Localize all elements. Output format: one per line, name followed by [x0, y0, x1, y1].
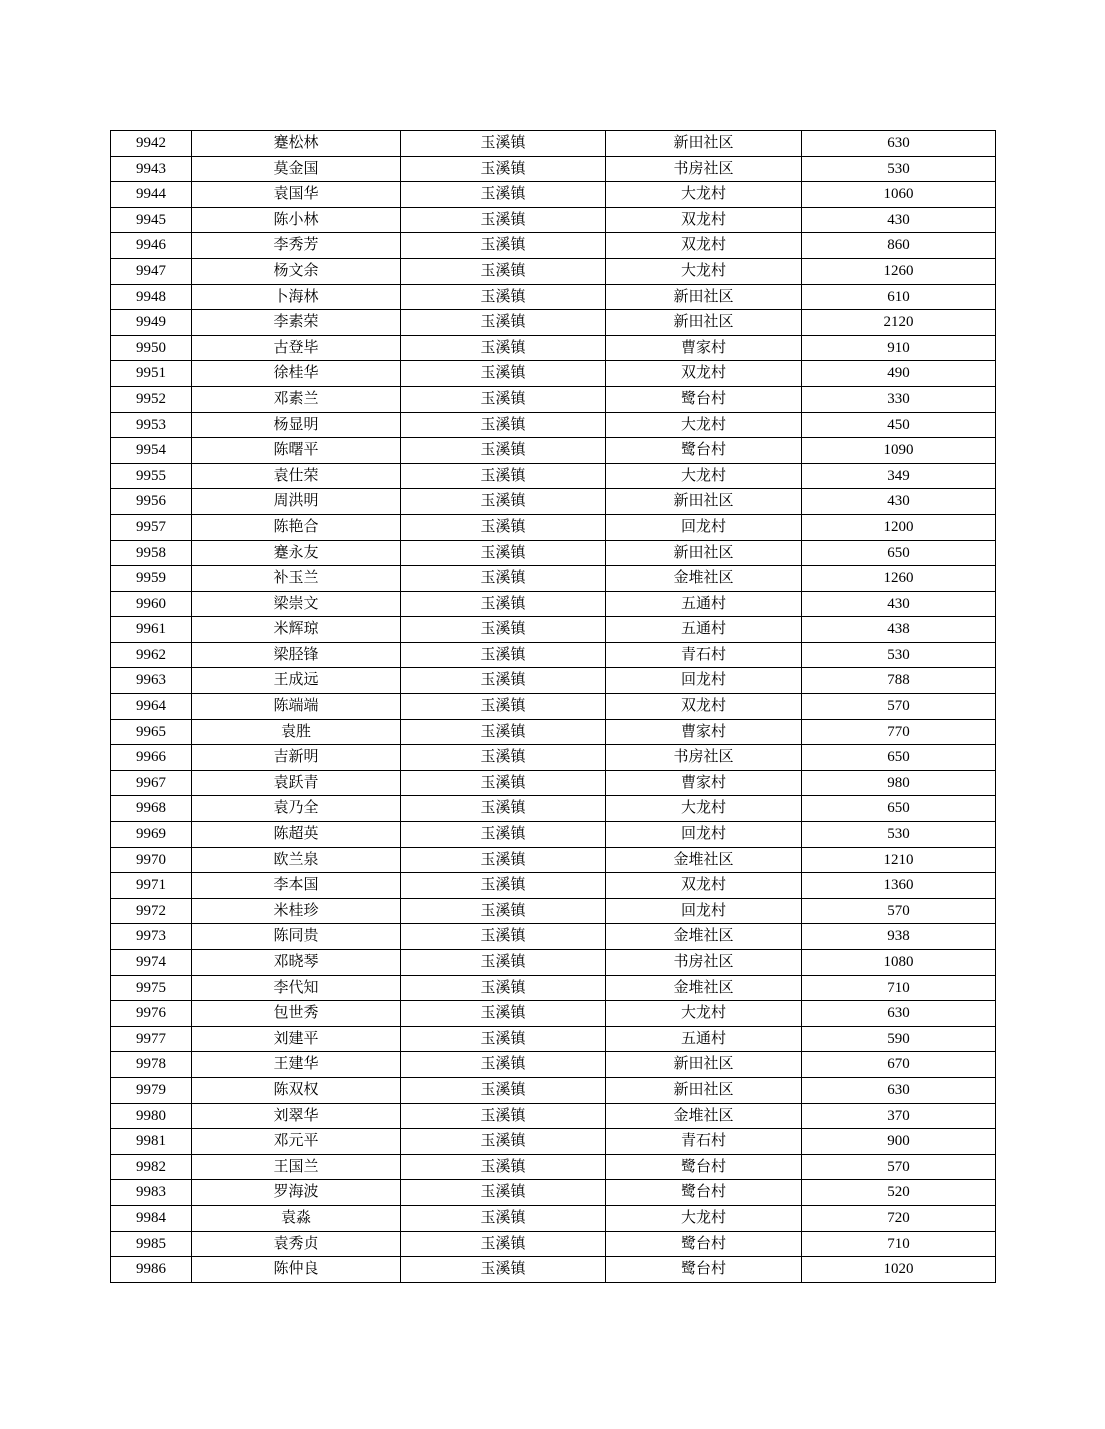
table-row	[111, 1231, 996, 1257]
cell-id: 9981	[111, 1129, 192, 1155]
cell-id: 9979	[111, 1077, 192, 1103]
table-row	[111, 335, 996, 361]
cell-amount: 1210	[802, 847, 996, 873]
cell-id: 9980	[111, 1103, 192, 1129]
cell-amount: 1080	[802, 950, 996, 976]
cell-amount: 980	[802, 770, 996, 796]
cell-name: 袁淼	[192, 1205, 401, 1231]
cell-village: 金堆社区	[606, 847, 802, 873]
cell-id: 9983	[111, 1180, 192, 1206]
table-row	[111, 386, 996, 412]
cell-amount: 1060	[802, 182, 996, 208]
cell-amount: 438	[802, 617, 996, 643]
cell-town: 玉溪镇	[401, 258, 606, 284]
cell-town: 玉溪镇	[401, 1026, 606, 1052]
cell-name: 邓元平	[192, 1129, 401, 1155]
cell-name: 陈端端	[192, 694, 401, 720]
cell-amount: 450	[802, 412, 996, 438]
cell-village: 新田社区	[606, 540, 802, 566]
cell-village: 回龙村	[606, 668, 802, 694]
cell-name: 补玉兰	[192, 566, 401, 592]
cell-name: 陈小林	[192, 207, 401, 233]
cell-town: 玉溪镇	[401, 131, 606, 157]
table-row	[111, 591, 996, 617]
cell-amount: 788	[802, 668, 996, 694]
cell-amount: 670	[802, 1052, 996, 1078]
table-row	[111, 975, 996, 1001]
table-row	[111, 489, 996, 515]
table-row	[111, 924, 996, 950]
cell-name: 徐桂华	[192, 361, 401, 387]
table-row	[111, 898, 996, 924]
cell-amount: 490	[802, 361, 996, 387]
cell-amount: 530	[802, 642, 996, 668]
cell-village: 鹭台村	[606, 1231, 802, 1257]
cell-town: 玉溪镇	[401, 1180, 606, 1206]
cell-id: 9967	[111, 770, 192, 796]
cell-id: 9974	[111, 950, 192, 976]
table-row	[111, 258, 996, 284]
cell-town: 玉溪镇	[401, 873, 606, 899]
cell-id: 9953	[111, 412, 192, 438]
cell-town: 玉溪镇	[401, 796, 606, 822]
cell-town: 玉溪镇	[401, 1001, 606, 1027]
cell-id: 9951	[111, 361, 192, 387]
cell-id: 9960	[111, 591, 192, 617]
cell-village: 书房社区	[606, 745, 802, 771]
cell-amount: 860	[802, 233, 996, 259]
cell-amount: 938	[802, 924, 996, 950]
cell-amount: 590	[802, 1026, 996, 1052]
cell-village: 金堆社区	[606, 975, 802, 1001]
cell-village: 双龙村	[606, 873, 802, 899]
table-row	[111, 284, 996, 310]
cell-town: 玉溪镇	[401, 1129, 606, 1155]
cell-village: 新田社区	[606, 284, 802, 310]
cell-town: 玉溪镇	[401, 335, 606, 361]
cell-name: 梁胫锋	[192, 642, 401, 668]
cell-name: 古登毕	[192, 335, 401, 361]
cell-id: 9950	[111, 335, 192, 361]
cell-village: 新田社区	[606, 1052, 802, 1078]
cell-town: 玉溪镇	[401, 1103, 606, 1129]
table-row	[111, 463, 996, 489]
cell-id: 9971	[111, 873, 192, 899]
cell-id: 9970	[111, 847, 192, 873]
cell-village: 新田社区	[606, 489, 802, 515]
cell-village: 五通村	[606, 617, 802, 643]
cell-amount: 710	[802, 975, 996, 1001]
cell-village: 回龙村	[606, 514, 802, 540]
cell-name: 陈艳合	[192, 514, 401, 540]
cell-id: 9978	[111, 1052, 192, 1078]
table-row	[111, 566, 996, 592]
cell-id: 9968	[111, 796, 192, 822]
cell-amount: 430	[802, 591, 996, 617]
cell-town: 玉溪镇	[401, 566, 606, 592]
cell-id: 9946	[111, 233, 192, 259]
cell-amount: 570	[802, 898, 996, 924]
cell-name: 刘建平	[192, 1026, 401, 1052]
table-row	[111, 873, 996, 899]
cell-town: 玉溪镇	[401, 1205, 606, 1231]
table-row	[111, 950, 996, 976]
table-row	[111, 1001, 996, 1027]
cell-amount: 650	[802, 796, 996, 822]
cell-village: 鹭台村	[606, 1154, 802, 1180]
cell-id: 9976	[111, 1001, 192, 1027]
cell-village: 双龙村	[606, 207, 802, 233]
table-row	[111, 796, 996, 822]
table-row	[111, 131, 996, 157]
cell-town: 玉溪镇	[401, 1052, 606, 1078]
cell-amount: 1090	[802, 438, 996, 464]
cell-town: 玉溪镇	[401, 1257, 606, 1283]
cell-amount: 710	[802, 1231, 996, 1257]
cell-id: 9985	[111, 1231, 192, 1257]
cell-town: 玉溪镇	[401, 284, 606, 310]
cell-village: 大龙村	[606, 463, 802, 489]
cell-village: 大龙村	[606, 1001, 802, 1027]
cell-village: 曹家村	[606, 770, 802, 796]
cell-name: 王建华	[192, 1052, 401, 1078]
cell-village: 鹭台村	[606, 1257, 802, 1283]
cell-amount: 1360	[802, 873, 996, 899]
cell-town: 玉溪镇	[401, 694, 606, 720]
cell-village: 双龙村	[606, 694, 802, 720]
cell-id: 9956	[111, 489, 192, 515]
cell-village: 大龙村	[606, 182, 802, 208]
cell-amount: 630	[802, 1077, 996, 1103]
cell-town: 玉溪镇	[401, 386, 606, 412]
cell-id: 9961	[111, 617, 192, 643]
cell-amount: 2120	[802, 310, 996, 336]
cell-village: 青石村	[606, 642, 802, 668]
cell-town: 玉溪镇	[401, 617, 606, 643]
cell-name: 莫金国	[192, 156, 401, 182]
cell-name: 袁跃青	[192, 770, 401, 796]
cell-amount: 1260	[802, 258, 996, 284]
cell-name: 王国兰	[192, 1154, 401, 1180]
cell-name: 袁胜	[192, 719, 401, 745]
cell-name: 李秀芳	[192, 233, 401, 259]
cell-amount: 630	[802, 1001, 996, 1027]
table-row	[111, 233, 996, 259]
cell-amount: 530	[802, 156, 996, 182]
cell-id: 9949	[111, 310, 192, 336]
cell-name: 陈仲良	[192, 1257, 401, 1283]
table-row	[111, 1077, 996, 1103]
cell-village: 鹭台村	[606, 386, 802, 412]
table-row	[111, 1052, 996, 1078]
cell-id: 9948	[111, 284, 192, 310]
cell-town: 玉溪镇	[401, 770, 606, 796]
cell-name: 陈同贵	[192, 924, 401, 950]
cell-name: 袁秀贞	[192, 1231, 401, 1257]
table-row	[111, 642, 996, 668]
cell-village: 曹家村	[606, 335, 802, 361]
cell-name: 欧兰泉	[192, 847, 401, 873]
cell-id: 9947	[111, 258, 192, 284]
cell-village: 五通村	[606, 1026, 802, 1052]
cell-id: 9972	[111, 898, 192, 924]
table-row	[111, 182, 996, 208]
cell-name: 米辉琼	[192, 617, 401, 643]
cell-name: 蹇松林	[192, 131, 401, 157]
cell-amount: 1260	[802, 566, 996, 592]
cell-town: 玉溪镇	[401, 1231, 606, 1257]
cell-id: 9958	[111, 540, 192, 566]
cell-id: 9962	[111, 642, 192, 668]
cell-village: 鹭台村	[606, 1180, 802, 1206]
cell-name: 王成远	[192, 668, 401, 694]
table-row	[111, 361, 996, 387]
table-row	[111, 1129, 996, 1155]
cell-town: 玉溪镇	[401, 182, 606, 208]
table-row	[111, 310, 996, 336]
cell-amount: 650	[802, 540, 996, 566]
cell-name: 李本国	[192, 873, 401, 899]
cell-village: 五通村	[606, 591, 802, 617]
cell-id: 9986	[111, 1257, 192, 1283]
cell-amount: 349	[802, 463, 996, 489]
cell-amount: 430	[802, 489, 996, 515]
cell-town: 玉溪镇	[401, 514, 606, 540]
cell-amount: 530	[802, 822, 996, 848]
cell-amount: 910	[802, 335, 996, 361]
cell-name: 袁乃全	[192, 796, 401, 822]
cell-village: 金堆社区	[606, 924, 802, 950]
cell-village: 鹭台村	[606, 438, 802, 464]
cell-village: 双龙村	[606, 233, 802, 259]
cell-town: 玉溪镇	[401, 463, 606, 489]
table-row	[111, 207, 996, 233]
cell-village: 大龙村	[606, 1205, 802, 1231]
cell-name: 杨文余	[192, 258, 401, 284]
cell-town: 玉溪镇	[401, 489, 606, 515]
cell-id: 9969	[111, 822, 192, 848]
table-row	[111, 156, 996, 182]
cell-name: 吉新明	[192, 745, 401, 771]
cell-town: 玉溪镇	[401, 898, 606, 924]
cell-id: 9966	[111, 745, 192, 771]
cell-town: 玉溪镇	[401, 438, 606, 464]
cell-town: 玉溪镇	[401, 540, 606, 566]
table-row	[111, 1026, 996, 1052]
cell-id: 9957	[111, 514, 192, 540]
cell-id: 9944	[111, 182, 192, 208]
cell-town: 玉溪镇	[401, 1077, 606, 1103]
cell-id: 9959	[111, 566, 192, 592]
cell-village: 曹家村	[606, 719, 802, 745]
cell-village: 新田社区	[606, 131, 802, 157]
cell-name: 杨显明	[192, 412, 401, 438]
cell-name: 梁崇文	[192, 591, 401, 617]
table-row	[111, 514, 996, 540]
cell-amount: 570	[802, 694, 996, 720]
cell-village: 回龙村	[606, 822, 802, 848]
cell-village: 大龙村	[606, 796, 802, 822]
cell-id: 9945	[111, 207, 192, 233]
cell-amount: 610	[802, 284, 996, 310]
cell-name: 刘翠华	[192, 1103, 401, 1129]
cell-village: 新田社区	[606, 310, 802, 336]
cell-name: 卜海林	[192, 284, 401, 310]
table-row	[111, 847, 996, 873]
cell-village: 大龙村	[606, 258, 802, 284]
cell-village: 书房社区	[606, 950, 802, 976]
cell-town: 玉溪镇	[401, 156, 606, 182]
cell-town: 玉溪镇	[401, 591, 606, 617]
table-row	[111, 745, 996, 771]
table-row	[111, 668, 996, 694]
cell-village: 金堆社区	[606, 1103, 802, 1129]
cell-name: 陈超英	[192, 822, 401, 848]
cell-amount: 1020	[802, 1257, 996, 1283]
table-row	[111, 1257, 996, 1283]
cell-id: 9955	[111, 463, 192, 489]
cell-amount: 630	[802, 131, 996, 157]
cell-town: 玉溪镇	[401, 412, 606, 438]
cell-village: 青石村	[606, 1129, 802, 1155]
cell-id: 9952	[111, 386, 192, 412]
cell-name: 陈双权	[192, 1077, 401, 1103]
cell-name: 米桂珍	[192, 898, 401, 924]
cell-village: 回龙村	[606, 898, 802, 924]
cell-id: 9975	[111, 975, 192, 1001]
cell-town: 玉溪镇	[401, 1154, 606, 1180]
cell-name: 包世秀	[192, 1001, 401, 1027]
cell-name: 蹇永友	[192, 540, 401, 566]
cell-name: 李素荣	[192, 310, 401, 336]
cell-town: 玉溪镇	[401, 745, 606, 771]
cell-name: 袁仕荣	[192, 463, 401, 489]
table-row	[111, 822, 996, 848]
cell-town: 玉溪镇	[401, 361, 606, 387]
table-row	[111, 540, 996, 566]
cell-village: 书房社区	[606, 156, 802, 182]
cell-name: 袁国华	[192, 182, 401, 208]
cell-town: 玉溪镇	[401, 642, 606, 668]
table-row	[111, 1154, 996, 1180]
cell-name: 李代知	[192, 975, 401, 1001]
cell-id: 9963	[111, 668, 192, 694]
cell-id: 9977	[111, 1026, 192, 1052]
cell-amount: 370	[802, 1103, 996, 1129]
cell-name: 邓素兰	[192, 386, 401, 412]
cell-amount: 1200	[802, 514, 996, 540]
cell-town: 玉溪镇	[401, 310, 606, 336]
cell-village: 新田社区	[606, 1077, 802, 1103]
cell-town: 玉溪镇	[401, 924, 606, 950]
cell-id: 9964	[111, 694, 192, 720]
cell-id: 9973	[111, 924, 192, 950]
cell-id: 9943	[111, 156, 192, 182]
cell-amount: 720	[802, 1205, 996, 1231]
cell-village: 大龙村	[606, 412, 802, 438]
cell-amount: 570	[802, 1154, 996, 1180]
table-row	[111, 770, 996, 796]
cell-id: 9984	[111, 1205, 192, 1231]
cell-id: 9954	[111, 438, 192, 464]
cell-amount: 430	[802, 207, 996, 233]
cell-town: 玉溪镇	[401, 719, 606, 745]
cell-town: 玉溪镇	[401, 975, 606, 1001]
cell-name: 邓晓琴	[192, 950, 401, 976]
table-row	[111, 1103, 996, 1129]
cell-amount: 650	[802, 745, 996, 771]
cell-amount: 330	[802, 386, 996, 412]
table-row	[111, 412, 996, 438]
table-row	[111, 438, 996, 464]
cell-name: 陈曙平	[192, 438, 401, 464]
cell-name: 罗海波	[192, 1180, 401, 1206]
cell-village: 双龙村	[606, 361, 802, 387]
table-body	[111, 131, 996, 1283]
cell-amount: 770	[802, 719, 996, 745]
table-row	[111, 1205, 996, 1231]
cell-amount: 520	[802, 1180, 996, 1206]
cell-town: 玉溪镇	[401, 207, 606, 233]
cell-town: 玉溪镇	[401, 950, 606, 976]
cell-town: 玉溪镇	[401, 847, 606, 873]
cell-id: 9982	[111, 1154, 192, 1180]
table-row	[111, 694, 996, 720]
cell-village: 金堆社区	[606, 566, 802, 592]
table-row	[111, 617, 996, 643]
cell-town: 玉溪镇	[401, 822, 606, 848]
table-row	[111, 719, 996, 745]
cell-id: 9942	[111, 131, 192, 157]
cell-amount: 900	[802, 1129, 996, 1155]
cell-town: 玉溪镇	[401, 668, 606, 694]
table-row	[111, 1180, 996, 1206]
record-table	[110, 130, 996, 1283]
cell-id: 9965	[111, 719, 192, 745]
cell-name: 周洪明	[192, 489, 401, 515]
cell-town: 玉溪镇	[401, 233, 606, 259]
